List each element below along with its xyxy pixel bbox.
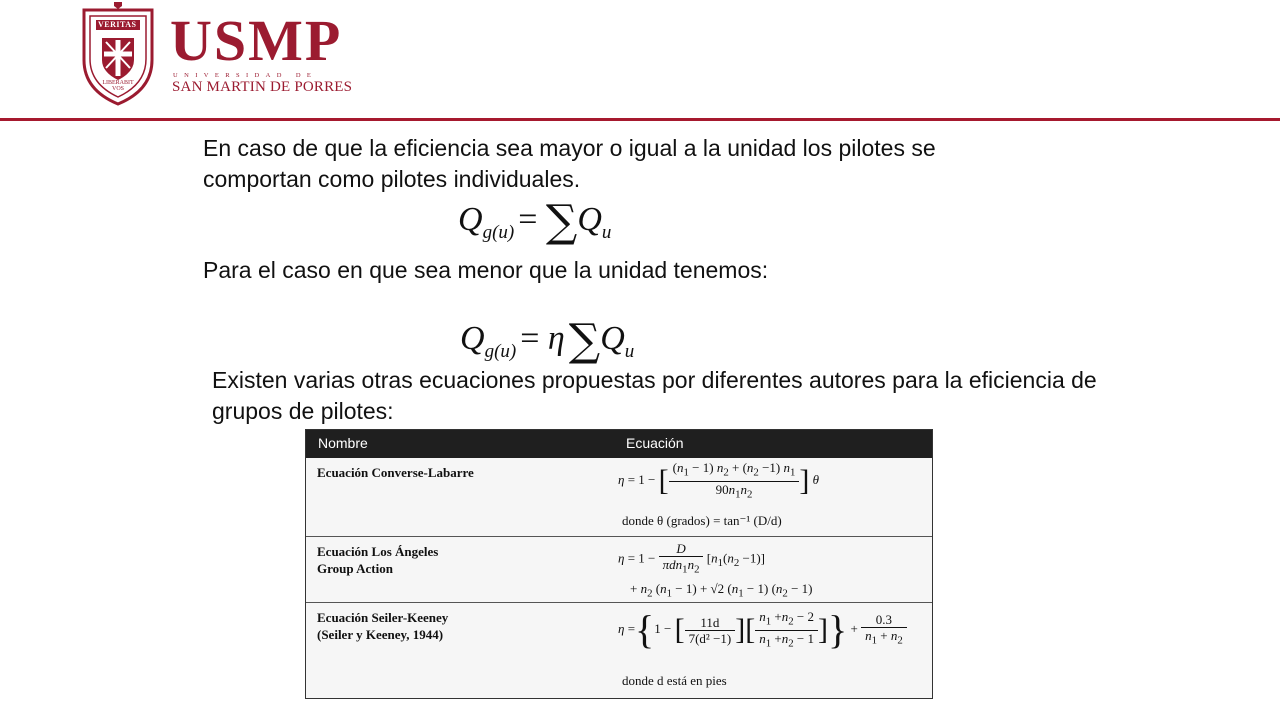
brand-subtitle: SAN MARTIN DE PORRES bbox=[172, 79, 353, 95]
row-name: Ecuación Seiler-Keeney bbox=[317, 610, 449, 625]
efficiency-equations-table bbox=[305, 429, 933, 699]
table-row bbox=[306, 458, 932, 536]
header-name: Nombre bbox=[318, 435, 368, 451]
paragraph-efficiency-less: Para el caso en que sea menor que la unidad tenemos: bbox=[203, 257, 769, 283]
row-name-line2: Group Action bbox=[317, 561, 393, 576]
brand-subtitle-small: UNIVERSIDAD DE bbox=[173, 72, 318, 79]
header-equation: Ecuación bbox=[626, 435, 684, 451]
header-divider bbox=[0, 118, 1280, 121]
row-name-line2: (Seiler y Keeney, 1944) bbox=[317, 627, 444, 642]
equation-converse-labarre: η = 1 − [ $\frac{(n_1 - 1) n_2 + (n_2 -1) n_1}{90n_1n_2}$ ] θ bbox=[618, 460, 820, 501]
table-row bbox=[306, 536, 932, 603]
row-name: Ecuación Los Ángeles bbox=[317, 544, 439, 559]
row-note: donde d está en pies bbox=[622, 673, 727, 688]
formula-group-capacity-eta: Qg(u) = η ∑Qu bbox=[460, 315, 635, 366]
paragraph-other-equations: Existen varias otras ecuaciones propuestas por diferentes autores para la eficiencia de grupos de pilotes: bbox=[212, 367, 1097, 424]
equation-los-angeles: η = 1 − $\frac{D}{\pi dn_1n_2}$ $[n_1(n_2 -1)]$ bbox=[618, 541, 766, 576]
table-row bbox=[306, 602, 932, 699]
brand-wordmark: USMP bbox=[170, 8, 343, 73]
shield-text-bottom: LIBERABIT VOS bbox=[102, 80, 134, 92]
shield-text-top: VERITAS bbox=[98, 20, 137, 29]
equation-los-angeles-line2: + $n_2$ $(n_1 - 1) + √2$ $(n_1 - 1) (n_2 - 1)$ bbox=[630, 581, 813, 600]
formula-group-capacity-sum: Qg(u) = ∑Qu bbox=[458, 196, 612, 247]
row-name: Ecuación Converse-Labarre bbox=[317, 465, 474, 480]
equation-seiler-keeney: η ={1 − [ $\frac{11d}{\text{7(d² −1)}}$ ][ $\frac{n_1 +n_2 - 2}{n_1 +n_2 - 1}$ ]} + $\frac{0.3}{n_1 + n_2}$ bbox=[618, 609, 907, 651]
row-note: donde θ (grados) = tan⁻¹ (D/d) bbox=[622, 513, 782, 528]
paragraph-efficiency-greater: En caso de que la eficiencia sea mayor o igual a la unidad los pilotes se comportan como pilotes individuales. bbox=[203, 135, 936, 192]
table-header bbox=[306, 430, 932, 458]
